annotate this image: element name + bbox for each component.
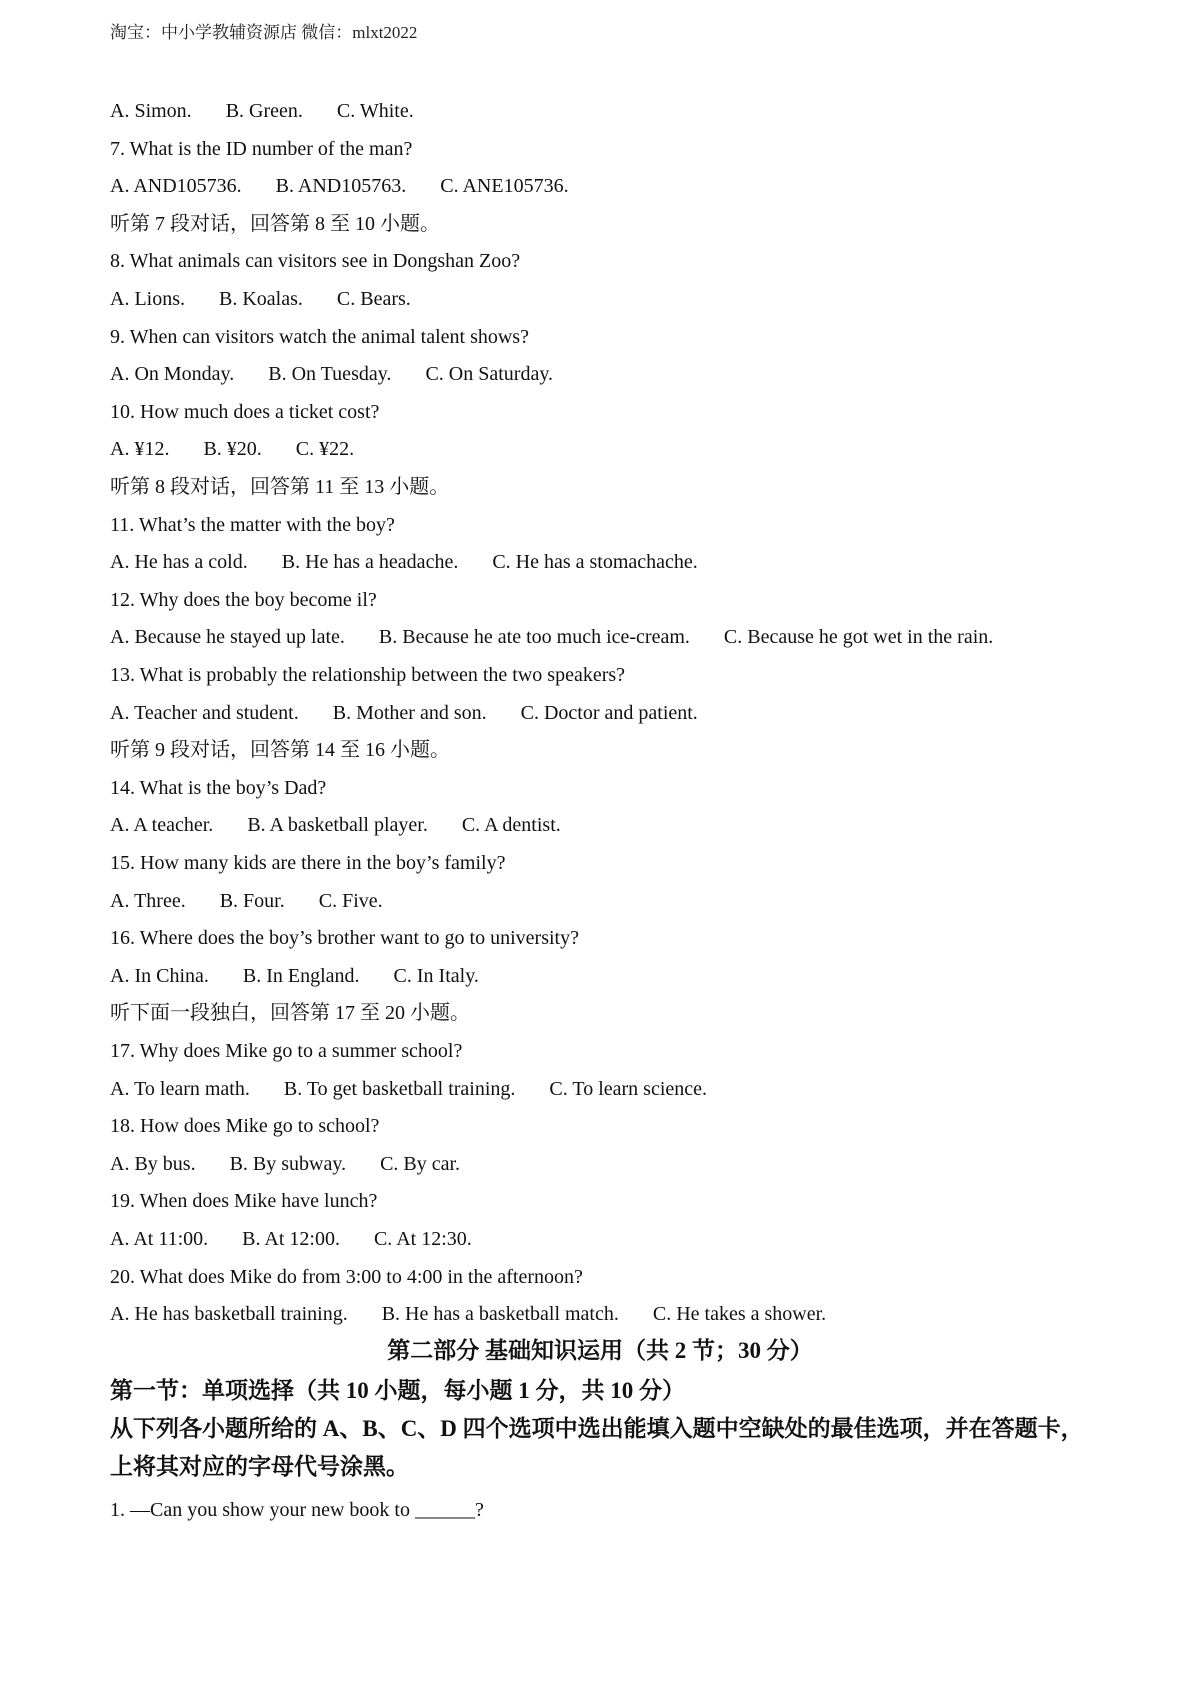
question-text: 18. How does Mike go to school? <box>110 1115 380 1138</box>
option-a: A. AND105736. <box>110 175 242 198</box>
section1-title: 第一节：单项选择（共 10 小题，每小题 1 分，共 10 分） <box>110 1378 685 1403</box>
option-row <box>110 1301 826 1327</box>
option-row <box>110 361 553 387</box>
option-b: B. Four. <box>219 889 285 912</box>
option-a: A. He has a cold. <box>110 551 248 574</box>
listening-instruction: 听第 9 段对话，回答第 14 至 16 小题。 <box>110 739 450 762</box>
option-a: A. To learn math. <box>110 1077 250 1100</box>
option-c: C. On Saturday. <box>425 363 554 386</box>
option-a: A. In China. <box>110 964 209 987</box>
question-text: 15. How many kids are there in the boy’s family? <box>110 852 506 874</box>
option-c: C. Five. <box>318 889 383 912</box>
option-c: C. To learn science. <box>549 1077 708 1100</box>
question-text: 7. What is the ID number of the man? <box>110 137 413 160</box>
option-row <box>110 888 383 914</box>
question-text: 17. Why does Mike go to a summer school? <box>110 1040 463 1062</box>
question-text: 16. Where does the boy’s brother want to go to university? <box>110 927 579 950</box>
option-row <box>110 549 698 575</box>
listening-instruction: 听第 7 段对话，回答第 8 至 10 小题。 <box>110 212 440 235</box>
option-a: A. At 11:00. <box>110 1228 209 1250</box>
option-c: C. He has a stomachache. <box>492 551 698 574</box>
question-1: 1. —Can you show your new book to ______? <box>110 1499 484 1521</box>
option-c: C. Bears. <box>336 288 411 310</box>
option-b: B. ¥20. <box>203 438 262 461</box>
question-text: 9. When can visitors watch the animal talent shows? <box>110 325 529 348</box>
option-b: B. Koalas. <box>219 288 303 310</box>
option-c: C. White. <box>336 100 414 122</box>
option-row <box>110 963 479 989</box>
option-c: C. A dentist. <box>461 814 561 837</box>
listening-instruction: 听第 8 段对话，回答第 11 至 13 小题。 <box>110 476 450 498</box>
option-b: B. At 12:00. <box>242 1228 340 1250</box>
option-row <box>110 98 414 124</box>
question-text: 19. When does Mike have lunch? <box>110 1190 378 1213</box>
option-row <box>110 1151 460 1177</box>
question-text: 14. What is the boy’s Dad? <box>110 776 327 799</box>
option-row <box>110 624 993 650</box>
option-a: A. A teacher. <box>110 814 214 837</box>
listening-instruction: 听下面一段独白，回答第 17 至 20 小题。 <box>110 1002 470 1025</box>
option-b: B. AND105763. <box>275 175 407 198</box>
option-row <box>110 1226 472 1252</box>
option-a: A. ¥12. <box>110 438 170 461</box>
option-b: B. Because he ate too much ice-cream. <box>378 626 690 649</box>
option-c: C. Because he got wet in the rain. <box>723 626 994 649</box>
watermark-header: 淘宝：中小学教辅资源店 微信：mlxt2022 <box>110 23 418 42</box>
option-row <box>110 700 698 726</box>
option-c: C. In Italy. <box>393 964 479 987</box>
option-row <box>110 436 354 462</box>
part2-title: 第二部分 基础知识运用（共 2 节；30 分） <box>387 1338 813 1363</box>
option-row <box>110 812 561 838</box>
option-a: A. By bus. <box>110 1152 196 1175</box>
question-text: 13. What is probably the relationship between the two speakers? <box>110 664 626 686</box>
option-b: B. On Tuesday. <box>268 363 392 386</box>
option-b: B. He has a headache. <box>281 551 459 574</box>
option-c: C. By car. <box>380 1152 461 1175</box>
question-text: 11. What’s the matter with the boy? <box>110 513 395 536</box>
option-c: C. ¥22. <box>295 438 355 461</box>
option-c: C. ANE105736. <box>440 175 569 198</box>
option-b: B. To get basketball training. <box>283 1077 516 1100</box>
question-text: 10. How much does a ticket cost? <box>110 400 380 423</box>
option-row <box>110 286 411 312</box>
option-a: A. Simon. <box>110 100 192 122</box>
option-a: A. Lions. <box>110 288 185 310</box>
option-a: A. He has basketball training. <box>110 1303 348 1326</box>
question-text: 12. Why does the boy become il? <box>110 588 377 611</box>
option-c: C. He takes a shower. <box>652 1303 827 1326</box>
option-b: B. Green. <box>225 100 303 122</box>
option-a: A. Because he stayed up late. <box>110 626 345 649</box>
option-b: B. He has a basketball match. <box>381 1303 619 1326</box>
option-row <box>110 173 569 199</box>
option-c: C. At 12:30. <box>373 1228 472 1250</box>
question-text: 20. What does Mike do from 3:00 to 4:00 in the afternoon? <box>110 1265 583 1288</box>
option-a: A. Teacher and student. <box>110 701 299 724</box>
question-text: 8. What animals can visitors see in Dongshan Zoo? <box>110 250 521 273</box>
option-b: B. By subway. <box>229 1152 347 1175</box>
option-a: A. Three. <box>110 889 186 912</box>
option-b: B. In England. <box>242 964 360 987</box>
option-a: A. On Monday. <box>110 363 235 386</box>
section1-instruction: 从下列各小题所给的 A、B、C、D 四个选项中选出能填入题中空缺处的最佳选项，并在答题卡，上将其对应的字母代号涂黑。 <box>110 1416 1084 1479</box>
option-row <box>110 1076 707 1102</box>
option-b: B. A basketball player. <box>247 814 428 837</box>
option-b: B. Mother and son. <box>332 701 487 724</box>
option-c: C. Doctor and patient. <box>520 701 698 724</box>
